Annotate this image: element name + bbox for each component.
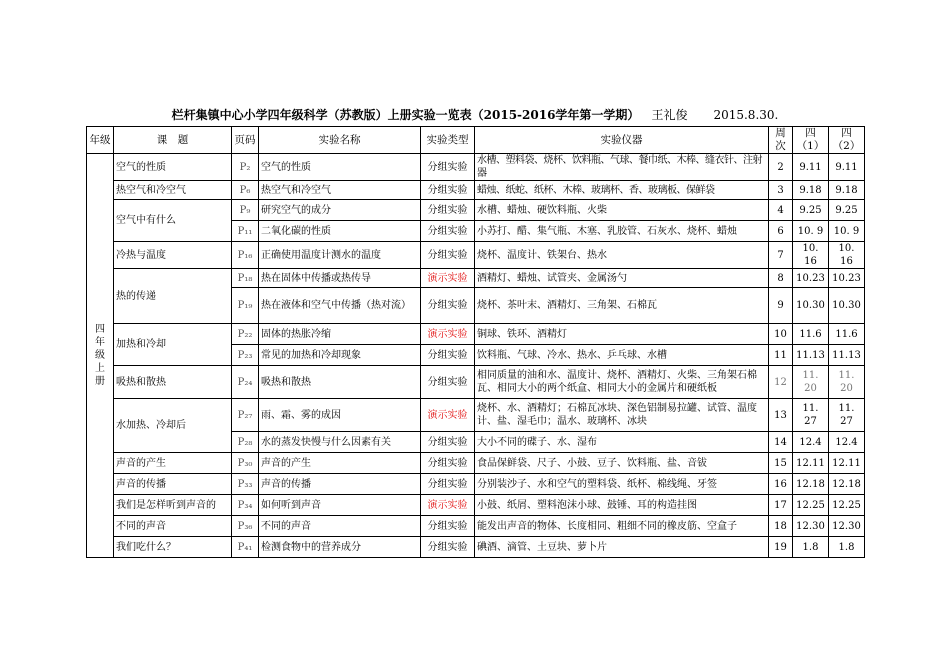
page-cell: P₂₇ [232,399,259,432]
type-cell: 分组实验 [421,537,475,558]
class1-cell: 12.18 [793,474,829,495]
page-cell: P₂₂ [232,324,259,345]
class1-cell: 11.6 [793,324,829,345]
type-cell: 分组实验 [421,154,475,181]
equipment-cell: 烧杯、温度计、铁架台、热水 [475,242,769,269]
class1-cell: 11. 27 [793,399,829,432]
class2-cell: 10.30 [829,288,865,324]
table-row [87,366,865,399]
class1-cell: 1.8 [793,537,829,558]
class2-cell: 11.13 [829,345,865,366]
week-cell: 8 [769,269,793,288]
class2-cell: 12.4 [829,432,865,453]
page-cell: P₆ [232,181,259,200]
class1-cell: 12.4 [793,432,829,453]
page-cell: P₂₈ [232,432,259,453]
name-cell: 固体的热胀冷缩 [259,324,421,345]
class1-cell: 10.30 [793,288,829,324]
class2-cell: 11. 20 [829,366,865,399]
name-cell: 声音的产生 [259,453,421,474]
table-row [87,537,865,558]
week-cell: 2 [769,154,793,181]
class2-cell: 9.25 [829,200,865,221]
name-cell: 如何听到声音 [259,495,421,516]
type-cell: 分组实验 [421,200,475,221]
header-week: 周次 [769,127,793,154]
class1-cell: 12.11 [793,453,829,474]
name-cell: 常见的加热和冷却现象 [259,345,421,366]
class2-cell: 12.30 [829,516,865,537]
class2-cell: 11.6 [829,324,865,345]
equipment-cell: 分别装沙子、水和空气的塑料袋、纸杯、棉线绳、牙签 [475,474,769,495]
document-title: 栏杆集镇中心小学四年级科学（苏教版）上册实验一览表（2015-2016学年第一学期） [171,108,640,122]
week-cell: 19 [769,537,793,558]
week-cell: 3 [769,181,793,200]
type-cell: 分组实验 [421,345,475,366]
class1-cell: 10. 9 [793,221,829,242]
equipment-cell: 小苏打、醋、集气瓶、木塞、乳胶管、石灰水、烧杯、蜡烛 [475,221,769,242]
header-class-1: 四（1） [793,127,829,154]
class2-cell: 12.25 [829,495,865,516]
week-cell: 11 [769,345,793,366]
grade-char: 级 [95,350,105,361]
equipment-cell: 铜球、铁环、酒精灯 [475,324,769,345]
table-row [87,242,865,269]
type-cell: 分组实验 [421,516,475,537]
table-row [87,154,865,181]
type-cell-demo: 演示实验 [421,495,475,516]
equipment-cell: 能发出声音的物体、长度相同、粗细不同的橡皮筋、空盒子 [475,516,769,537]
topic-cell: 我们吃什么？ [114,537,232,558]
class2-cell: 12.11 [829,453,865,474]
type-cell: 分组实验 [421,474,475,495]
page-cell: P₁₈ [232,269,259,288]
class2-cell: 10.23 [829,269,865,288]
header-grade: 年级 [87,127,114,154]
name-cell: 正确使用温度计测水的温度 [259,242,421,269]
header-topic: 课 题 [114,127,232,154]
equipment-cell: 酒精灯、蜡烛、试管夹、金属汤勺 [475,269,769,288]
topic-cell: 加热和冷却 [114,324,232,366]
author-name: 王礼俊 [651,108,688,122]
page-cell: P₉ [232,200,259,221]
class2-cell: 1.8 [829,537,865,558]
name-cell: 检测食物中的营养成分 [259,537,421,558]
class1-cell: 9.25 [793,200,829,221]
type-cell: 分组实验 [421,221,475,242]
page-cell: P₁₆ [232,242,259,269]
table-row [87,200,865,221]
class2-cell: 12.18 [829,474,865,495]
class1-cell: 12.25 [793,495,829,516]
class1-cell: 9.18 [793,181,829,200]
equipment-cell: 饮料瓶、气球、冷水、热水、乒乓球、水槽 [475,345,769,366]
grade-char: 四 [95,324,105,335]
topic-cell: 空气中有什么 [114,200,232,242]
class1-cell: 10.23 [793,269,829,288]
topic-cell: 空气的性质 [114,154,232,181]
experiment-table [86,126,865,558]
class1-cell: 11.13 [793,345,829,366]
class1-cell: 12.30 [793,516,829,537]
week-cell: 16 [769,474,793,495]
name-cell: 热在液体和空气中传播（热对流） [259,288,421,324]
name-cell: 研究空气的成分 [259,200,421,221]
class2-cell: 10. 16 [829,242,865,269]
type-cell-demo: 演示实验 [421,269,475,288]
document-title-line [0,107,950,123]
name-cell: 空气的性质 [259,154,421,181]
page-cell: P₂₄ [232,366,259,399]
page-cell: P₃₃ [232,474,259,495]
type-cell-demo: 演示实验 [421,399,475,432]
type-cell: 分组实验 [421,453,475,474]
grade-cell [87,154,114,558]
type-cell: 分组实验 [421,432,475,453]
table-row [87,453,865,474]
topic-cell: 水加热、冷却后 [114,399,232,453]
week-cell: 17 [769,495,793,516]
week-cell: 15 [769,453,793,474]
header-class-2: 四（2） [829,127,865,154]
week-cell: 14 [769,432,793,453]
header-row [87,127,865,154]
week-cell: 7 [769,242,793,269]
page-cell: P₃₆ [232,516,259,537]
table-row [87,495,865,516]
table-row [87,324,865,345]
equipment-cell: 烧杯、水、酒精灯；石棉瓦冰块、深色铝制易拉罐、试管、温度计、盐、湿毛巾；温水、玻璃杯、冰块 [475,399,769,432]
equipment-cell: 烧杯、茶叶末、酒精灯、三角架、石棉瓦 [475,288,769,324]
name-cell: 吸热和散热 [259,366,421,399]
table-row [87,399,865,432]
name-cell: 不同的声音 [259,516,421,537]
class2-cell: 9.18 [829,181,865,200]
name-cell: 声音的传播 [259,474,421,495]
page-cell: P₄₁ [232,537,259,558]
week-cell: 10 [769,324,793,345]
grade-char: 年 [95,337,105,348]
class2-cell: 10. 9 [829,221,865,242]
week-cell: 18 [769,516,793,537]
topic-cell: 声音的产生 [114,453,232,474]
equipment-cell: 相同质量的油和水、温度计、烧杯、酒精灯、火柴、三角架石棉瓦、相同大小的两个纸盒、相同大小的金属片和硬纸板 [475,366,769,399]
equipment-cell: 碘酒、滴管、土豆块、萝卜片 [475,537,769,558]
page-cell: P₃₄ [232,495,259,516]
type-cell-demo: 演示实验 [421,324,475,345]
name-cell: 雨、霜、雾的成因 [259,399,421,432]
page-cell: P₂ [232,154,259,181]
topic-cell: 热空气和冷空气 [114,181,232,200]
grade-char: 上 [95,363,105,374]
document-date: 2015.8.30. [713,108,779,122]
equipment-cell: 小鼓、纸屑、塑料泡沫小球、鼓锤、耳的构造挂图 [475,495,769,516]
page-cell: P₁₁ [232,221,259,242]
topic-cell: 我们是怎样听到声音的 [114,495,232,516]
topic-cell: 吸热和散热 [114,366,232,399]
table-row [87,181,865,200]
equipment-cell: 水槽、塑料袋、烧杯、饮料瓶、气球、餐巾纸、木棒、缝衣针、注射器 [475,154,769,181]
type-cell: 分组实验 [421,181,475,200]
class1-cell: 10. 16 [793,242,829,269]
week-cell: 4 [769,200,793,221]
class1-cell: 11. 20 [793,366,829,399]
equipment-cell: 食品保鲜袋、尺子、小鼓、豆子、饮料瓶、盐、音钹 [475,453,769,474]
week-cell: 6 [769,221,793,242]
equipment-cell: 水槽、蜡烛、硬饮料瓶、火柴 [475,200,769,221]
week-cell: 12 [769,366,793,399]
week-cell: 13 [769,399,793,432]
type-cell: 分组实验 [421,288,475,324]
page-cell: P₂₃ [232,345,259,366]
topic-cell: 声音的传播 [114,474,232,495]
table-row [87,269,865,288]
topic-cell: 冷热与温度 [114,242,232,269]
equipment-cell: 大小不同的碟子、水、湿布 [475,432,769,453]
name-cell: 水的蒸发快慢与什么因素有关 [259,432,421,453]
type-cell: 分组实验 [421,242,475,269]
topic-cell: 不同的声音 [114,516,232,537]
page-cell: P₁₉ [232,288,259,324]
type-cell: 分组实验 [421,366,475,399]
header-name: 实验名称 [259,127,421,154]
week-cell: 9 [769,288,793,324]
class2-cell: 9.11 [829,154,865,181]
name-cell: 二氧化碳的性质 [259,221,421,242]
header-equipment: 实验仪器 [475,127,769,154]
table-row [87,516,865,537]
header-page: 页码 [232,127,259,154]
name-cell: 热在固体中传播或热传导 [259,269,421,288]
header-type: 实验类型 [421,127,475,154]
page-cell: P₃₀ [232,453,259,474]
name-cell: 热空气和冷空气 [259,181,421,200]
topic-cell: 热的传递 [114,269,232,324]
grade-char: 册 [95,376,105,387]
class1-cell: 9.11 [793,154,829,181]
class2-cell: 11. 27 [829,399,865,432]
table-row [87,474,865,495]
equipment-cell: 蜡烛、纸蛇、纸杯、木棒、玻璃杯、香、玻璃板、保鲜袋 [475,181,769,200]
